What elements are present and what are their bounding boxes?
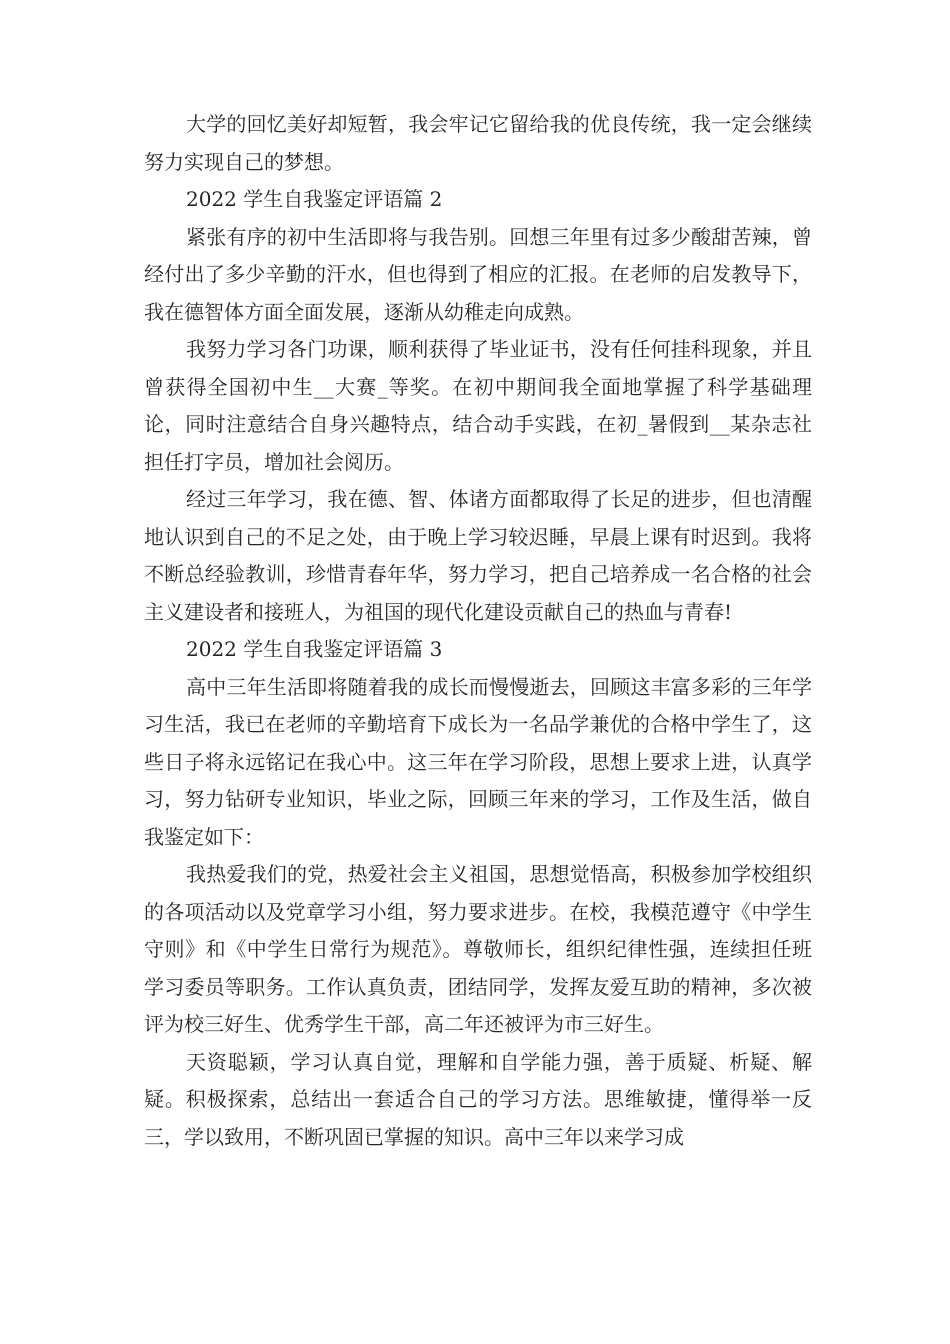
- paragraph-learning-ability: 天资聪颖，学习认真自觉，理解和自学能力强，善于质疑、析疑、解疑。积极探索，总结出一套适合自己的学习方法。思维敏捷，懂得举一反三，学以致用，不断巩固已掌握的知识。高中三年以来学习成: [144, 1049, 812, 1149]
- paragraph-high-school-review: 高中三年生活即将随着我的成长而慢慢逝去，回顾这丰富多彩的三年学习生活，我已在老师的辛勤培育下成长为一名品学兼优的合格中学生了，这些日子将永远铭记在我心中。这三年在学习阶段，思想上要求上进，认真学习，努力钻研专业知识，毕业之际，回顾三年来的学习，工作及生活，做自我鉴定如下：: [144, 674, 812, 849]
- paragraph-university-memory: 大学的回忆美好却短暂，我会牢记它留给我的优良传统，我一定会继续努力实现自己的梦想。: [144, 112, 812, 174]
- section-heading-part-3: 2022 学生自我鉴定评语篇 3: [186, 637, 443, 661]
- paragraph-study-achievements: 我努力学习各门功课，顺利获得了毕业证书，没有任何挂科现象，并且曾获得全国初中生__大赛_等奖。在初中期间我全面地掌握了科学基础理论，同时注意结合自身兴趣特点，结合动手实践，在初_暑假到__某杂志社担任打字员，增加社会阅历。: [144, 337, 812, 474]
- section-heading-part-2: 2022 学生自我鉴定评语篇 2: [186, 187, 443, 211]
- paragraph-progress-and-shortcomings: 经过三年学习，我在德、智、体诸方面都取得了长足的进步，但也清醒地认识到自己的不足之处，由于晚上学习较迟睡，早晨上课有时迟到。我将不断总经验教训，珍惜青春年华，努力学习，把自己培养成一名合格的社会主义建设者和接班人，为祖国的现代化建设贡献自己的热血与青春!: [144, 487, 812, 624]
- paragraph-junior-high-farewell: 紧张有序的初中生活即将与我告别。回想三年里有过多少酸甜苦辣，曾经付出了多少辛勤的汗水，但也得到了相应的汇报。在老师的启发教导下，我在德智体方面全面发展，逐渐从幼稚走向成熟。: [144, 224, 812, 324]
- paragraph-political-conduct: 我热爱我们的党，热爱社会主义祖国，思想觉悟高，积极参加学校组织的各项活动以及党章学习小组，努力要求进步。在校，我模范遵守《中学生守则》和《中学生日常行为规范》。尊敬师长，组织纪律性强，连续担任班学习委员等职务。工作认真负责，团结同学，发挥友爱互助的精神，多次被评为校三好生、优秀学生干部，高二年还被评为市三好生。: [144, 862, 812, 1036]
- document-body: [144, 106, 812, 1156]
